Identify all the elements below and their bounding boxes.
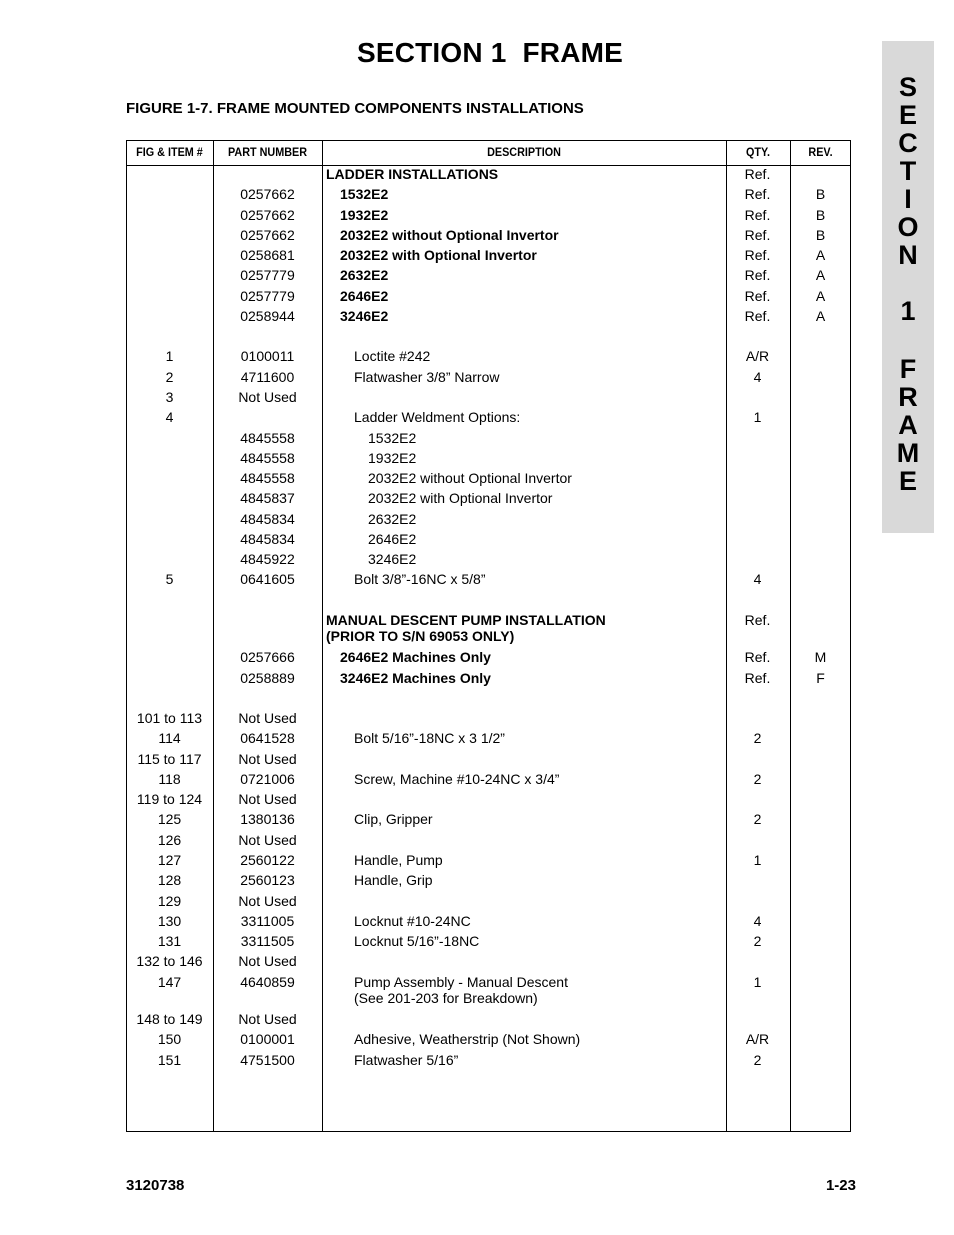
cell-part: 4711600 [240,369,295,385]
side-tab-letter: O [897,212,919,242]
side-tab-letter: E [898,466,917,496]
cell-qty: Ref. [744,649,771,665]
table-row [0,470,954,490]
cell-part: 4845558 [240,470,295,486]
cell-desc: Handle, Grip [354,872,433,888]
cell-part: 0257779 [240,267,295,283]
cell-fig: 131 [157,933,182,949]
cell-desc: Clip, Gripper [354,811,433,827]
cell-part: 0721006 [240,771,295,787]
cell-part: 4845558 [240,430,295,446]
table-row [0,267,954,287]
side-tab-letter: T [899,156,917,186]
table-row [0,872,954,892]
cell-desc: 3246E2 Machines Only [340,670,491,686]
cell-fig: 125 [157,811,182,827]
table-row [0,893,954,913]
cell-fig: 148 to 149 [136,1011,203,1027]
cell-rev: B [815,207,826,223]
cell-qty: 1 [753,852,762,868]
cell-qty: 1 [753,409,762,425]
table-row [0,186,954,206]
cell-fig: 126 [157,832,182,848]
cell-qty: 2 [753,771,762,787]
side-tab-letter: R [898,382,918,412]
table-row [0,389,954,409]
side-tab-letter: C [898,128,918,158]
document-number: 3120738 [126,1177,185,1194]
cell-desc: Pump Assembly - Manual Descent (See 201-203 for Breakdown) [354,974,568,1006]
cell-desc: 2032E2 with Optional Invertor [368,490,553,506]
cell-fig: 118 [158,771,181,787]
table-row [0,247,954,267]
cell-fig: 127 [157,852,182,868]
cell-desc: Loctite #242 [354,348,431,364]
table-row [0,288,954,308]
cell-part: 1380136 [240,811,295,827]
side-tab-letter: M [896,438,920,468]
cell-fig: 150 [157,1031,182,1047]
cell-desc: 2646E2 [368,531,417,547]
table-row [0,227,954,247]
cell-qty: Ref. [744,308,771,324]
cell-part: 0257662 [240,207,295,223]
cell-fig: 3 [165,389,174,405]
header-part-number: PART NUMBER [227,145,308,159]
cell-part: Not Used [238,389,297,405]
cell-qty: A/R [745,348,770,364]
cell-part: 4640859 [240,974,295,990]
cell-rev: M [814,649,827,665]
cell-part: 3311505 [240,933,295,949]
cell-qty: 2 [753,730,762,746]
table-row [0,531,954,551]
cell-part: 2560123 [240,872,295,888]
cell-desc: 2632E2 [340,267,389,283]
header-rev: REV. [808,145,833,159]
cell-part: 0257666 [240,649,295,665]
cell-part: 0257779 [240,288,295,304]
cell-fig: 2 [165,369,174,385]
cell-qty: Ref. [744,612,771,628]
cell-qty: 2 [753,933,762,949]
cell-fig: 151 [157,1052,182,1068]
cell-desc: 2646E2 [340,288,389,304]
cell-part: 0641528 [240,730,295,746]
cell-desc: 2032E2 without Optional Invertor [368,470,572,486]
table-row [0,166,954,186]
cell-desc: LADDER INSTALLATIONS [326,166,499,182]
cell-rev: A [815,308,826,324]
cell-desc: Handle, Pump [354,852,443,868]
cell-desc: 2646E2 Machines Only [340,649,491,665]
side-tab-letter: F [899,354,917,384]
cell-rev: F [816,670,825,686]
table-row [0,409,954,429]
cell-part: Not Used [238,953,297,969]
cell-qty: 4 [753,913,762,929]
table-row [0,511,954,531]
cell-fig: 132 to 146 [136,953,203,969]
cell-part: Not Used [238,832,297,848]
cell-desc: 1532E2 [340,186,389,202]
header-qty: QTY. [745,145,770,159]
page-number: 1-23 [825,1177,856,1194]
cell-rev: A [815,267,826,283]
cell-part: 0641605 [240,571,295,587]
cell-qty: Ref. [744,247,771,263]
cell-part: Not Used [238,1011,297,1027]
cell-part: Not Used [238,710,297,726]
cell-desc: Screw, Machine #10-24NC x 3/4” [354,771,560,787]
table-row [0,1011,954,1031]
cell-rev: A [815,288,826,304]
cell-fig: 130 [157,913,182,929]
table-row [0,369,954,389]
cell-part: 0258944 [240,308,295,324]
header-fig-item: FIG & ITEM # [136,145,203,159]
side-tab-letter: A [898,410,918,440]
cell-desc: 2032E2 with Optional Invertor [340,247,537,263]
cell-part: 0100001 [240,1031,295,1047]
cell-fig: 5 [165,571,174,587]
cell-desc: Locknut #10-24NC [354,913,471,929]
cell-qty: Ref. [744,207,771,223]
cell-desc: Ladder Weldment Options: [354,409,521,425]
table-row [0,953,954,973]
cell-desc: 1932E2 [368,450,417,466]
table-row [0,1052,954,1072]
cell-part: 4845834 [240,511,295,527]
cell-part: 0258681 [240,247,295,263]
cell-fig: 115 to 117 [137,751,202,767]
cell-fig: 128 [157,872,182,888]
cell-qty: Ref. [744,267,771,283]
table-row [0,852,954,872]
cell-part: Not Used [238,791,297,807]
table-row [0,730,954,750]
cell-qty: A/R [745,1031,770,1047]
table-row [0,571,954,591]
cell-part: 4845922 [240,551,295,567]
cell-fig: 1 [165,348,174,364]
side-tab-letter: N [898,240,918,270]
cell-qty: 2 [753,811,762,827]
cell-rev: B [815,186,826,202]
header-description: DESCRIPTION [487,145,561,159]
cell-desc: 2032E2 without Optional Invertor [340,227,559,243]
table-row [0,710,954,730]
cell-desc: Flatwasher 3/8” Narrow [354,369,500,385]
table-row [0,974,954,1006]
side-tab-letter: 1 [900,296,916,326]
table-row [0,811,954,831]
table-row [0,348,954,368]
cell-desc: 3246E2 [340,308,389,324]
cell-part: 4845837 [240,490,295,506]
cell-qty: 2 [753,1052,762,1068]
cell-fig: 129 [157,893,182,909]
side-tab-letter: E [898,100,917,130]
cell-part: 0100011 [240,348,295,364]
cell-part: 4751500 [240,1052,295,1068]
cell-desc: Bolt 3/8”-16NC x 5/8” [354,571,486,587]
table-row [0,670,954,690]
cell-part: 3311005 [240,913,295,929]
cell-qty: 1 [753,974,762,990]
cell-qty: Ref. [744,670,771,686]
table-row [0,430,954,450]
cell-part: Not Used [238,751,297,767]
table-row [0,450,954,470]
cell-desc: 3246E2 [368,551,417,567]
figure-title: FIGURE 1-7. FRAME MOUNTED COMPONENTS INSTALLATIONS [126,100,584,117]
cell-part: 4845834 [240,531,295,547]
cell-part: Not Used [238,893,297,909]
table-row [0,207,954,227]
cell-fig: 4 [165,409,174,425]
cell-desc: 1932E2 [340,207,389,223]
cell-desc: Adhesive, Weatherstrip (Not Shown) [354,1031,581,1047]
cell-part: 2560122 [240,852,295,868]
cell-desc: Bolt 5/16”-18NC x 3 1/2” [354,730,505,746]
side-tab-letter: I [904,184,912,214]
table-row [0,490,954,510]
cell-fig: 119 to 124 [136,791,203,807]
cell-qty: Ref. [744,186,771,202]
cell-desc: Locknut 5/16”-18NC [354,933,480,949]
cell-part: 0257662 [240,227,295,243]
cell-part: 4845558 [240,450,295,466]
cell-rev: A [815,247,826,263]
cell-part: 0257662 [240,186,295,202]
table-row [0,1031,954,1051]
cell-qty: Ref. [744,166,771,182]
cell-qty: Ref. [744,227,771,243]
cell-qty: 4 [753,571,762,587]
table-row [0,791,954,811]
cell-fig: 114 [158,730,181,746]
side-tab-letter: S [898,72,917,102]
cell-fig: 101 to 113 [136,710,203,726]
table-row [0,832,954,852]
table-row [0,771,954,791]
table-row [0,913,954,933]
table-row [0,933,954,953]
cell-rev: B [815,227,826,243]
table-row [0,308,954,328]
cell-fig: 147 [157,974,182,990]
cell-desc: Flatwasher 5/16” [354,1052,459,1068]
cell-desc: MANUAL DESCENT PUMP INSTALLATION (PRIOR TO S/N 69053 ONLY) [326,612,606,644]
cell-part: 0258889 [240,670,295,686]
table-row [0,612,954,644]
page-title: SECTION 1 FRAME [356,37,624,68]
cell-qty: Ref. [744,288,771,304]
table-row [0,649,954,669]
table-row [0,751,954,771]
cell-desc: 1532E2 [368,430,417,446]
table-row [0,551,954,571]
cell-qty: 4 [753,369,762,385]
cell-desc: 2632E2 [368,511,417,527]
